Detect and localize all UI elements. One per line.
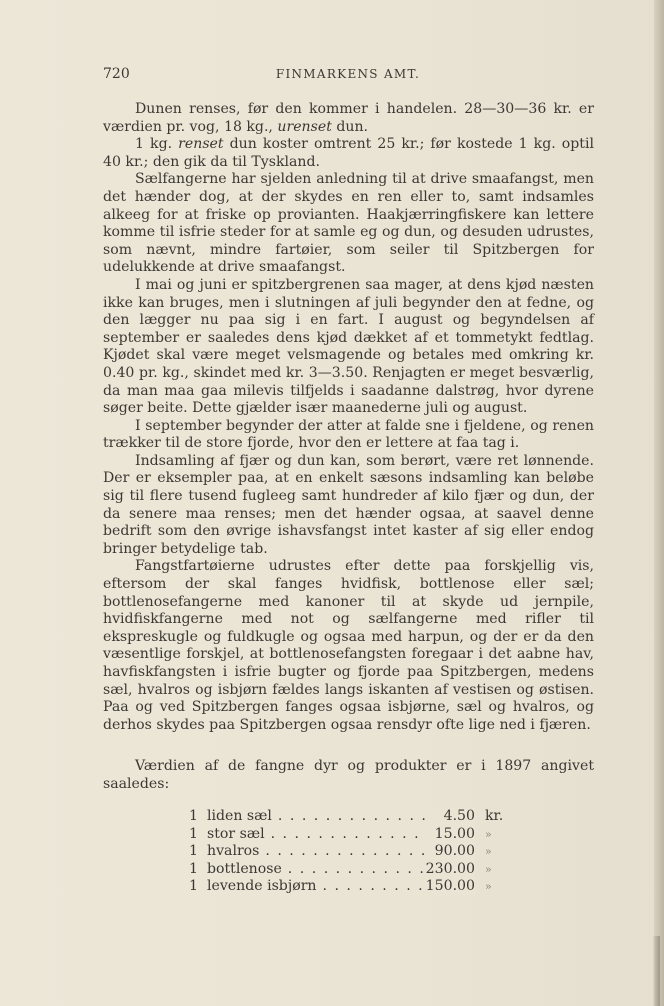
text-run: Dunen renses, før den kommer i handelen. 28—30—36 kr. er værdien pr. vog, 18 kg., — [103, 101, 594, 135]
italic-word: urenset — [277, 118, 332, 135]
text-run: 1 kg. — [135, 136, 179, 153]
price: 15.00 — [425, 826, 475, 844]
item-name: hvalros . . . — [207, 843, 437, 861]
paragraph — [103, 453, 594, 559]
unit: » — [485, 827, 492, 841]
quantity: 1 — [189, 860, 198, 877]
paragraphs — [103, 101, 594, 734]
text-run: Indsamling af fjær og dun kan, som berørt, være ret lønnende. Der er eksempler paa, at en enkelt sæsons indsamling kan beløbe sig til flere tusend fugleeg samt hundreder af kilo fjær og dun, der da senere maa renses; men det hænder ogsaa, at saavel denne bedrift som den øvrige ishavsfangst intet kaster af sig eller endog bringer betydelige tab. — [103, 452, 594, 557]
value-row — [189, 843, 519, 861]
running-head — [103, 66, 593, 84]
paragraph — [103, 277, 594, 418]
item-name: liden sæl . . . — [207, 808, 437, 826]
unit: » — [485, 862, 492, 876]
text-run: I mai og juni er spitzbergrenen saa mager, at dens kjød næsten ikke kan bruges, men i slutningen af juli begynder den at fedne, og den lægger nu paa sig i en fart. I august og begyndelsen af september er saaledes dens kjød dækket af et tommetykt fedtlag. Kjødet skal være meget velsmagende og betales med omkring kr. 0.40 pr. kg., skindet med kr. 3—3.50. Renjagten er meget besværlig, da man maa gaa milevis tilfjelds i saadanne dalstrøg, hvor dyrene søger beite. Dette gjælder især maanederne juli og august. — [103, 276, 594, 417]
item-name: levende isbjørn . . . — [207, 878, 437, 896]
price: 230.00 — [425, 860, 475, 877]
unit: » — [485, 845, 492, 858]
value-table — [189, 808, 519, 896]
paragraph — [103, 418, 594, 453]
paragraph — [103, 171, 594, 277]
paragraph — [103, 101, 594, 136]
text-run: I september begynder der atter at falde sne i fjeldene, og renen trækker til de store fjorde, hvor den er lettere at faa tag i. — [103, 417, 594, 452]
value-row — [189, 878, 519, 896]
value-row — [189, 826, 519, 844]
price: 150.00 — [425, 878, 475, 894]
running-title: FINMARKENS AMT. — [275, 67, 421, 81]
unit: kr. — [485, 808, 504, 824]
quantity: 1 — [189, 825, 198, 842]
body-text — [103, 101, 594, 794]
page-spine-shadow — [652, 936, 660, 1006]
text-run: dun. — [331, 118, 369, 135]
quantity: 1 — [189, 843, 198, 859]
text-run: dun koster omtrent 25 kr.; før kostede 1 kg. optil 40 kr.; den gik da til Tyskland. — [103, 136, 594, 170]
item-name: stor sæl . . . — [207, 826, 437, 844]
values-intro: Værdien af de fangne dyr og produkter er i 1897 angivet saaledes: — [103, 758, 594, 792]
paragraph — [103, 558, 594, 734]
text-run: Fangstfartøierne udrustes efter dette paa forskjellig vis, eftersom der skal fanges hvidfisk, bottlenose eller sæl; bottlenosefangerne med kanoner til at skyde ud jernpile, hvidfiskfangerne med not og sælfangerne med rifler til ekspreskugle og fuldkugle og ogsaa med harpun, og der er da den væsentlige forskjel, at bottlenosefangsten foregaar i det aabne hav, havfiskfangsten i isfrie bugter og fjorde paa Spitzbergen, medens sæl, hvalros og isbjørn fældes langs iskanten af vestisen og østisen. Paa og ved Spitzbergen fanges ogsaa isbjørne, sæl og hvalros, og derhos skydes paa Spitzbergen ogsaa rensdyr ofte lige ned i fjæren. — [103, 558, 594, 733]
italic-word: renset — [178, 136, 224, 153]
text-run: Sælfangerne har sjelden anledning til at drive smaafangst, men det hænder dog, at der skydes en ren eller to, samt indsamles alkeeg for at friske op provianten. Haakjærringfiskere kan lettere komme til isfrie steder for at samle eg og dun, og desuden udrustes, som nævnt, mindre fartøier, som seiler til Spitzbergen for udelukkende at drive smaafangst. — [103, 171, 594, 276]
price: 4.50 — [425, 808, 475, 826]
quantity: 1 — [189, 878, 198, 894]
quantity: 1 — [189, 808, 198, 824]
value-row — [189, 861, 519, 879]
paragraph — [103, 136, 594, 171]
page-number: 720 — [103, 66, 130, 82]
unit: » — [485, 880, 492, 893]
page-spine-edge — [654, 0, 664, 1006]
value-row — [189, 808, 519, 826]
item-name: bottlenose . . . — [207, 861, 437, 879]
price: 90.00 — [425, 843, 475, 861]
